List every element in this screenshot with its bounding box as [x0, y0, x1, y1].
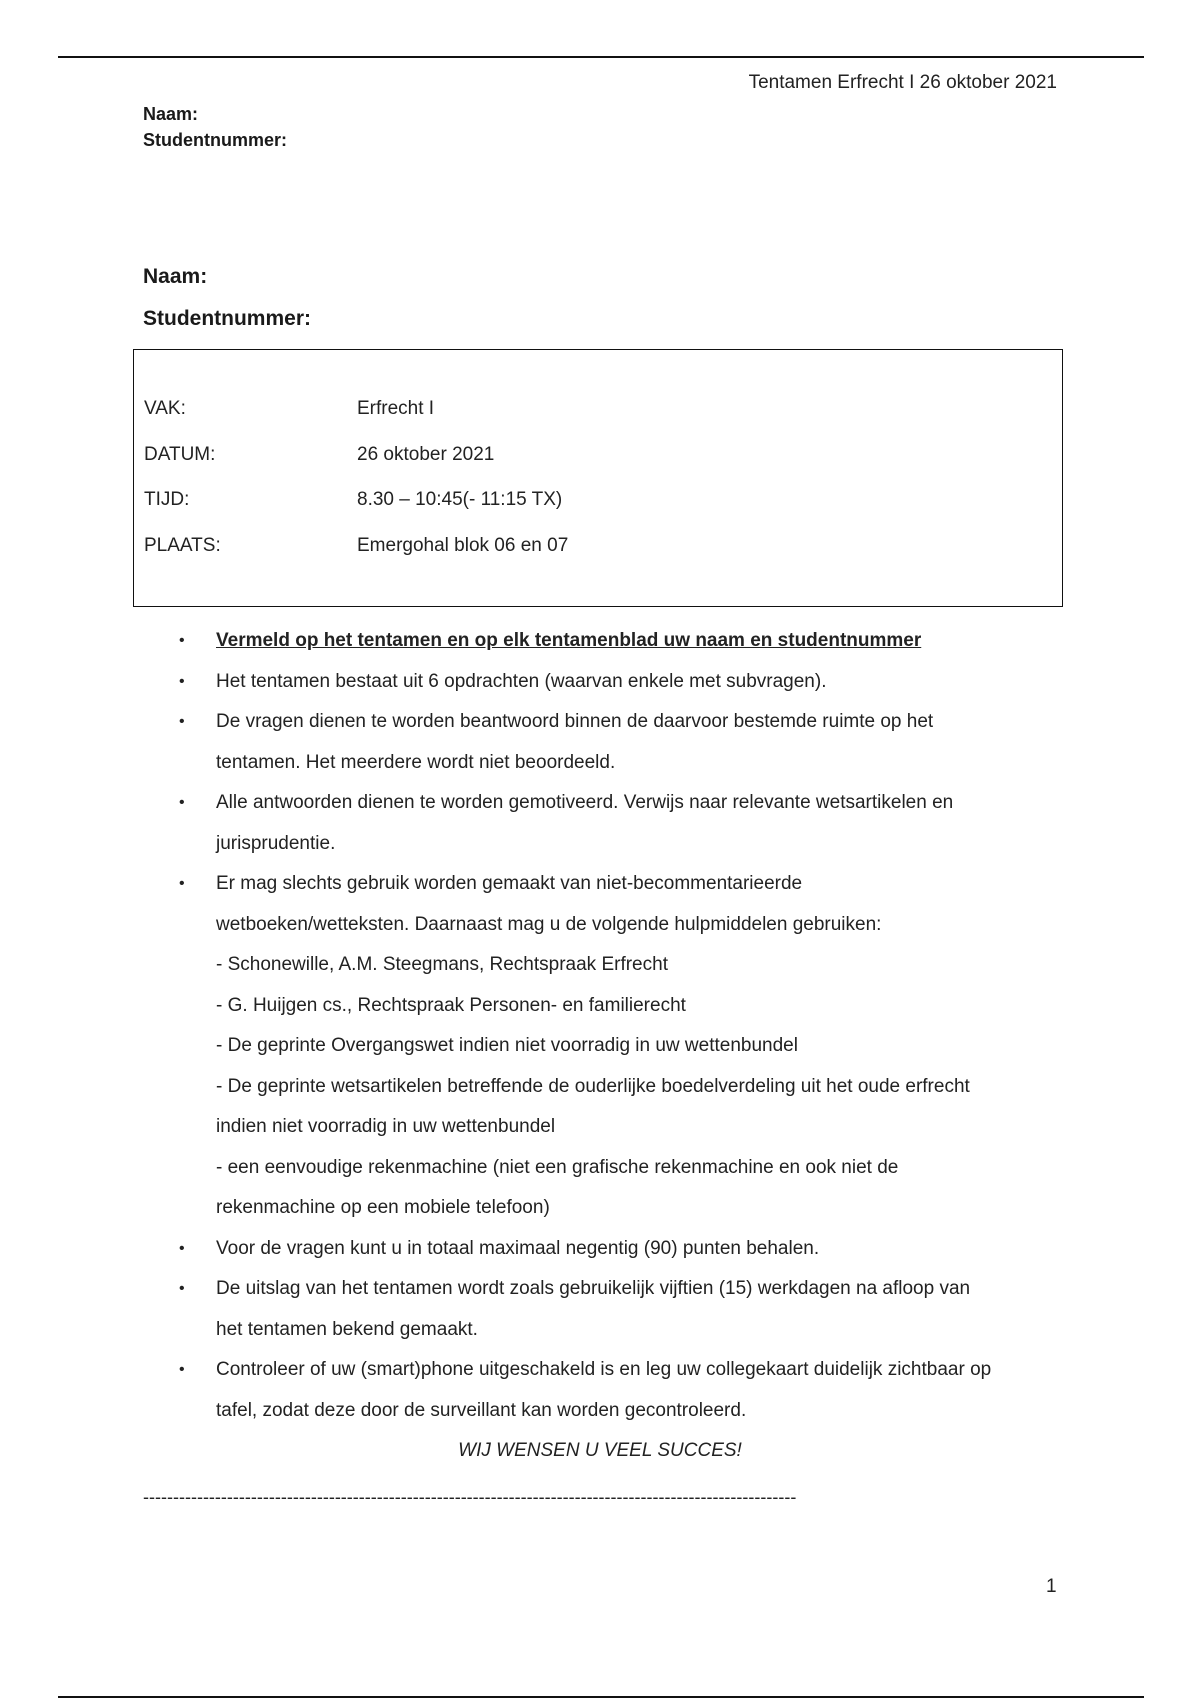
instruction-item — [143, 1229, 1083, 1270]
bullet-icon: • — [179, 1239, 185, 1257]
closing-message: WIJ WENSEN U VEEL SUCCES! — [458, 1440, 742, 1461]
instruction-line: jurisprudentie. — [216, 832, 336, 854]
info-label: PLAATS: — [144, 535, 221, 556]
instruction-item — [143, 864, 1083, 1229]
instruction-line: tentamen. Het meerdere wordt niet beoordeeld. — [216, 751, 616, 773]
bullet-icon: • — [179, 794, 185, 811]
bullet-icon: • — [179, 1361, 185, 1378]
info-value: 26 oktober 2021 — [357, 444, 495, 465]
instruction-item — [143, 783, 1083, 864]
instruction-line: - een eenvoudige rekenmachine (niet een grafische rekenmachine en ook niet de — [216, 1156, 899, 1178]
info-label: TIJD: — [144, 489, 190, 510]
bullet-icon: • — [179, 713, 185, 730]
instruction-line: rekenmachine op een mobiele telefoon) — [216, 1197, 550, 1218]
instruction-line: - G. Huijgen cs., Rechtspraak Personen- en familierecht — [216, 994, 686, 1016]
instruction-item — [143, 621, 1083, 662]
top-rule — [58, 56, 1144, 58]
instruction-item — [143, 662, 1083, 703]
bullet-icon: • — [179, 1280, 185, 1297]
bullet-icon: • — [179, 632, 185, 649]
instruction-line: Het tentamen bestaat uit 6 opdrachten (waarvan enkele met subvragen). — [216, 670, 827, 692]
bullet-icon: • — [179, 672, 185, 690]
instruction-line: - Schonewille, A.M. Steegmans, Rechtspraak Erfrecht — [216, 954, 668, 975]
instruction-line: tafel, zodat deze door de surveillant kan worden gecontroleerd. — [216, 1399, 747, 1421]
separator-line: ------------------------------------------------------------------------------------------------------------- — [143, 1487, 797, 1507]
exam-info-box — [133, 349, 1063, 607]
instruction-line: De vragen dienen te worden beantwoord binnen de daarvoor bestemde ruimte op het — [216, 711, 934, 732]
instruction-line: - De geprinte Overgangswet indien niet voorradig in uw wettenbundel — [216, 1035, 798, 1056]
instruction-line: Vermeld op het tentamen en op elk tentamenblad uw naam en studentnummer — [216, 630, 922, 651]
instruction-line: Controleer of uw (smart)phone uitgeschakeld is en leg uw collegekaart duidelijk zichtbaar op — [216, 1359, 992, 1380]
candidate-fields — [143, 262, 311, 346]
instruction-item — [143, 1350, 1083, 1431]
info-value: 8.30 – 10:45(- 11:15 TX) — [357, 489, 563, 510]
info-value: Emergohal blok 06 en 07 — [357, 535, 569, 556]
header-student-number-label: Studentnummer: — [143, 130, 287, 150]
instruction-line: het tentamen bekend gemaakt. — [216, 1318, 478, 1340]
header-fields — [143, 101, 287, 153]
page-number: 1 — [1046, 1576, 1057, 1597]
instruction-item — [143, 702, 1083, 783]
instruction-line: - De geprinte wetsartikelen betreffende de ouderlijke boedelverdeling uit het oude erfrecht — [216, 1075, 970, 1097]
info-value: Erfrecht I — [357, 398, 435, 419]
info-label: VAK: — [144, 398, 186, 419]
instruction-line: Er mag slechts gebruik worden gemaakt van niet-becommentarieerde — [216, 873, 803, 894]
bottom-rule — [58, 1696, 1144, 1698]
instruction-line: Alle antwoorden dienen te worden gemotiveerd. Verwijs naar relevante wetsartikelen en — [216, 792, 954, 813]
header-name-label: Naam: — [143, 104, 199, 124]
instructions-list — [143, 621, 1083, 1431]
instruction-line: Voor de vragen kunt u in totaal maximaal negentig (90) punten behalen. — [216, 1237, 820, 1259]
student-number-label: Studentnummer: — [143, 307, 311, 330]
exam-title: Tentamen Erfrecht I 26 oktober 2021 — [748, 72, 1057, 93]
instruction-line: De uitslag van het tentamen wordt zoals gebruikelijk vijftien (15) werkdagen na afloop van — [216, 1278, 971, 1299]
bullet-icon: • — [179, 875, 185, 892]
instruction-line: wetboeken/wetteksten. Daarnaast mag u de volgende hulpmiddelen gebruiken: — [216, 913, 882, 935]
instruction-item — [143, 1269, 1083, 1350]
info-label: DATUM: — [144, 444, 216, 465]
name-label: Naam: — [143, 265, 208, 288]
instruction-line: indien niet voorradig in uw wettenbundel — [216, 1116, 556, 1137]
